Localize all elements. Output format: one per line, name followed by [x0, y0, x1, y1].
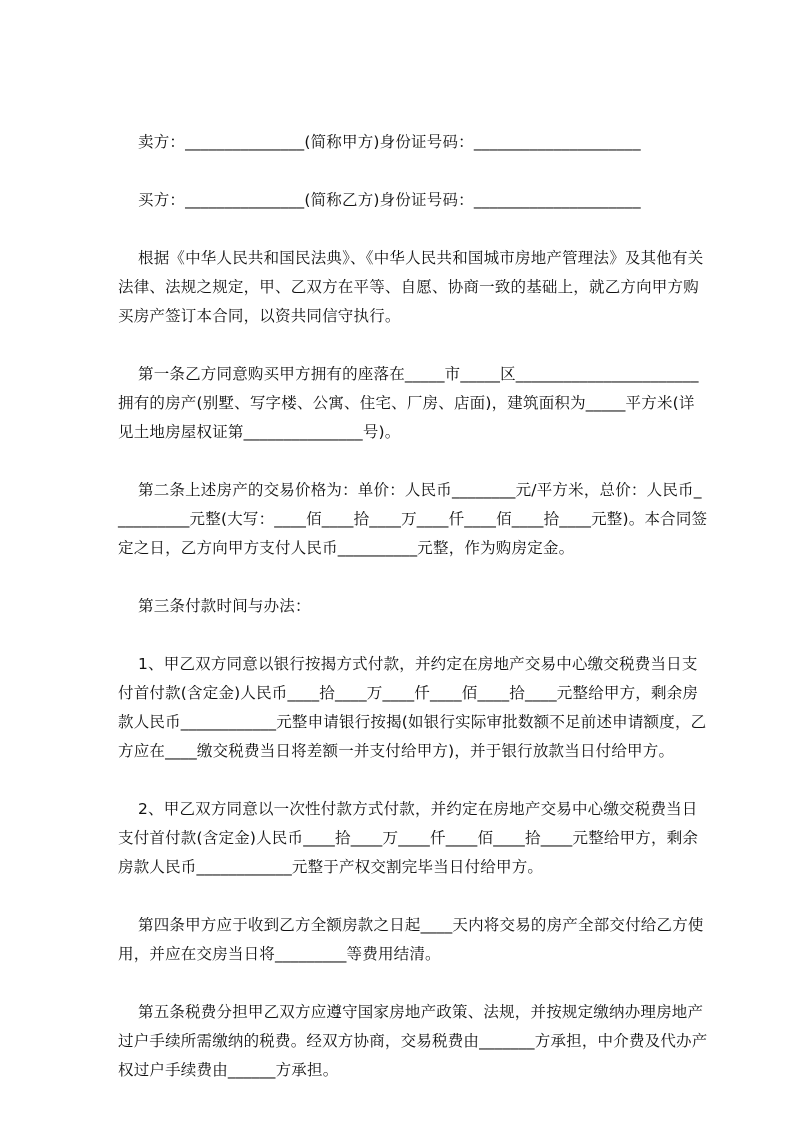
spacer	[118, 157, 708, 186]
article-5: 第五条税费分担甲乙双方应遵守国家房地产政策、法规，并按规定缴纳办理房地产过户手续所需缴纳的税费。经双方协商，交易税费由_______方承担，中介费及代办产权过户手续费由______方承担。	[118, 1003, 708, 1079]
spacer	[118, 563, 708, 592]
article-2: 第二条上述房产的交易价格为：单价：人民币________元/平方米，总价：人民币__________元整(大写：____佰____拾____万____仟____佰____拾____元整)。本合同签定之日，乙方向甲方支付人民币__________元整，作为购房定金。	[118, 481, 708, 557]
spacer	[118, 766, 708, 795]
seller-line: 卖方：_______________(简称甲方)身份证号码：_____________________	[138, 133, 641, 151]
article-4: 第四条甲方应于收到乙方全额房款之日起____天内将交易的房产全部交付给乙方使用，并应在交房当日将_________等费用结清。	[118, 916, 704, 963]
spacer	[118, 447, 708, 476]
buyer-line: 买方：_______________(简称乙方)身份证号码：_____________________	[138, 191, 641, 209]
spacer	[118, 882, 708, 911]
intro-paragraph: 根据《中华人民共和国民法典》、《中华人民共和国城市房地产管理法》及其他有关法律、法规之规定，甲、乙双方在平等、自愿、协商一致的基础上，就乙方向甲方购买房产签订本合同，以资共同信守执行。	[118, 249, 704, 325]
article-3-item-2: 2、甲乙双方同意以一次性付款方式付款，并约定在房地产交易中心缴交税费当日支付首付款(含定金)人民币____拾____万____仟____佰____拾____元整给甲方，剩余房款人民币____________元整于产权交割完毕当日付给甲方。	[118, 800, 699, 876]
contract-body	[118, 128, 708, 1085]
article-3-item-1: 1、甲乙双方同意以银行按揭方式付款，并约定在房地产交易中心缴交税费当日支付首付款(含定金)人民币____拾____万____仟____佰____拾____元整给甲方，剩余房款人民币____________元整申请银行按揭(如银行实际审批数额不足前述申请额度，乙方应在____缴交税费当日将差额一并支付给甲方)，并于银行放款当日付给甲方。	[118, 655, 707, 760]
article-1: 第一条乙方同意购买甲方拥有的座落在_____市_____区_______________________拥有的房产(别墅、写字楼、公寓、住宅、厂房、店面)，建筑面积为_____平方米(详见土地房屋权证第_______________号)。	[118, 365, 699, 441]
spacer	[118, 969, 708, 998]
spacer	[118, 215, 708, 244]
spacer	[118, 621, 708, 650]
article-3-heading: 第三条付款时间与办法：	[138, 597, 311, 615]
spacer	[118, 331, 708, 360]
